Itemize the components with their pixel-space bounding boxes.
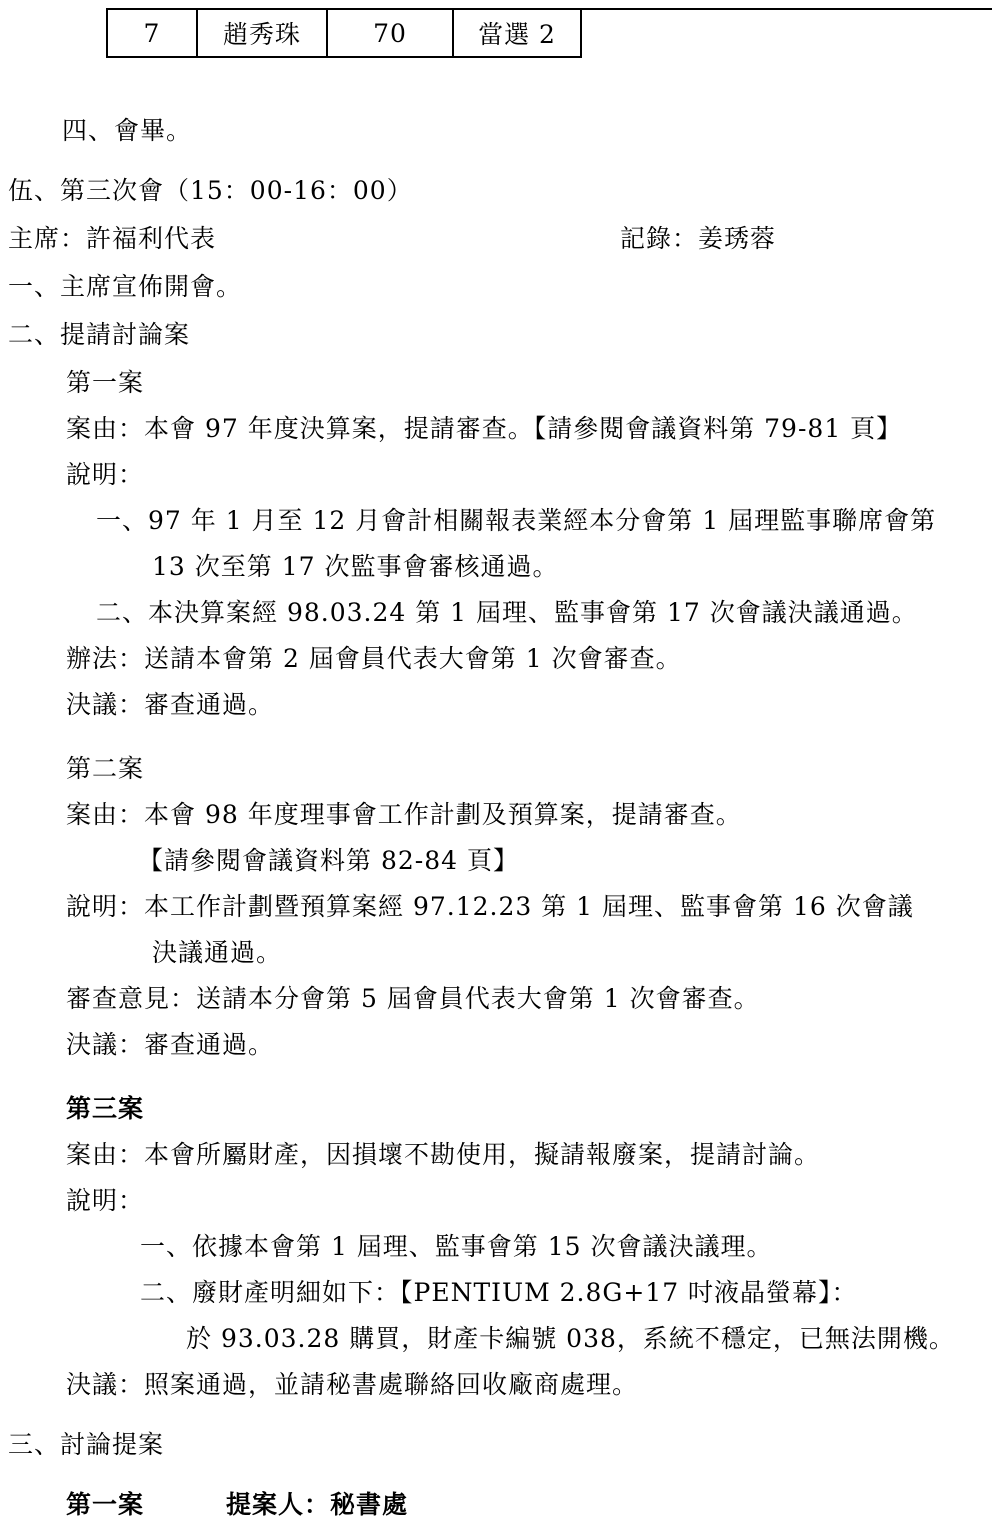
case3-desc1: 一、依據本會第 1 屆理、監事會第 15 次會議決議理。: [140, 1232, 773, 1261]
table-cell-result: 當選 2: [453, 9, 581, 57]
case3-desc2: 二、廢財產明細如下：【PENTIUM 2.8G+17 吋液晶螢幕】：: [140, 1278, 858, 1307]
recorder-line: 記錄：姜琇蓉: [620, 224, 777, 253]
case2-desc-b: 決議通過。: [152, 938, 283, 967]
adjourn-line: 四、會畢。: [62, 116, 193, 145]
case3-title: 第三案: [66, 1094, 145, 1123]
case1-reason: 案由：本會 97 年度決算案，提請審查。【請參閱會議資料第 79-81 頁】: [66, 414, 903, 443]
proposal1-title: 第一案: [66, 1490, 145, 1519]
case2-ref: 【請參閱會議資料第 82-84 頁】: [138, 846, 519, 875]
case3-desc-label: 說明：: [66, 1186, 145, 1215]
table-row: [107, 9, 581, 57]
case1-title: 第一案: [66, 368, 145, 397]
item1-line: 一、主席宣佈開會。: [8, 272, 243, 301]
case2-title: 第二案: [66, 754, 145, 783]
proposal1-proposer: 提案人：秘書處: [226, 1490, 409, 1519]
session3-title: 伍、第三次會（15：00-16：00）: [8, 176, 413, 205]
case2-reason: 案由：本會 98 年度理事會工作計劃及預算案，提請審查。: [66, 800, 742, 829]
table-cell-name: 趙秀珠: [197, 9, 327, 57]
case3-desc3: 於 93.03.28 購買，財產卡編號 038，系統不穩定，已無法開機。: [186, 1324, 955, 1353]
case3-resolution: 決議：照案通過，並請秘書處聯絡回收廠商處理。: [66, 1370, 639, 1399]
case3-reason: 案由：本會所屬財產，因損壞不勘使用，擬請報廢案，提請討論。: [66, 1140, 821, 1169]
item3-line: 三、討論提案: [8, 1430, 165, 1459]
case2-review: 審查意見：送請本分會第 5 屆會員代表大會第 1 次會審查。: [66, 984, 760, 1013]
case1-resolution: 決議：審查通過。: [66, 690, 275, 719]
results-table: [106, 8, 582, 58]
case1-desc1a: 一、97 年 1 月至 12 月會計相關報表業經本分會第 1 屆理監事聯席會第: [96, 506, 937, 535]
chair-line: 主席：許福利代表: [8, 224, 217, 253]
case1-desc1b: 13 次至第 17 次監事會審核通過。: [152, 552, 559, 581]
case1-method: 辦法：送請本會第 2 屆會員代表大會第 1 次會審查。: [66, 644, 682, 673]
case1-desc2: 二、本決算案經 98.03.24 第 1 屆理、監事會第 17 次會議決議通過。: [96, 598, 918, 627]
table-cell-number: 7: [107, 9, 197, 57]
case1-desc-label: 說明：: [66, 460, 145, 489]
item2-line: 二、提請討論案: [8, 320, 191, 349]
table-top-border: [580, 8, 992, 10]
table-cell-votes: 70: [327, 9, 453, 57]
case2-desc-a: 說明：本工作計劃暨預算案經 97.12.23 第 1 屆理、監事會第 16 次會議: [66, 892, 914, 921]
case2-resolution: 決議：審查通過。: [66, 1030, 275, 1059]
